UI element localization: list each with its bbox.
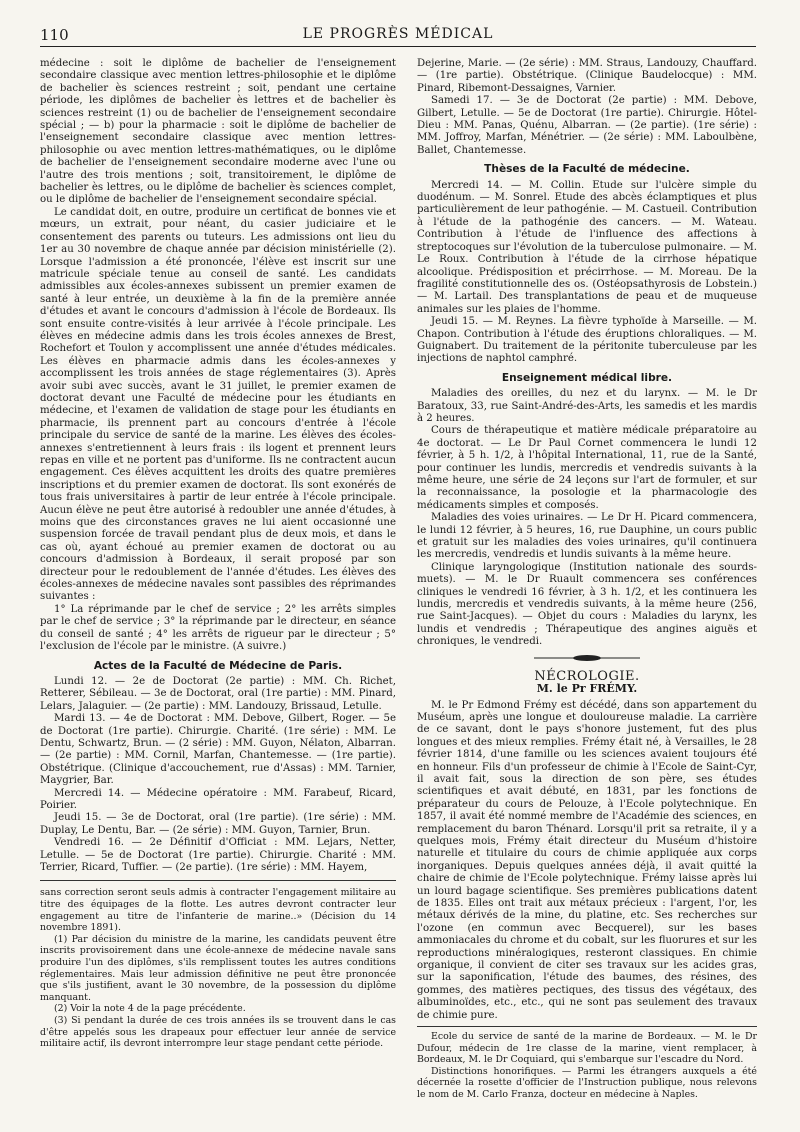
footnotes <box>40 887 396 1049</box>
notices <box>417 1026 757 1101</box>
actes-entry: Jeudi 15. — 3e de Doctorat, oral (1re partie). (1re série) : MM. Duplay, Le Dentu, Bar. — (2e série) : MM. Guyon, Tarnier, Brun. <box>40 812 396 836</box>
necrologie-text: M. le Pr Edmond Frémy est décédé, dans son appartement du Muséum, après une longue et douloureuse maladie. La carrière de ce savant, dont le pays s'honore justement, fut des plus longues et des mieux remplies. Frémy était né, à Versailles, le 28 février 1814, d'une famille ou les sciences avaient toujours été en honneur. Fils d'un professeur de chimie à l'Ecole de Saint-Cyr, il avait fait, sous la direction de son père, ses études scientifiques et avait débuté, en 1831, par les fonctions de préparateur du cours de Pelouze, à l'Ecole polytechnique. En 1857, il avait été nommé membre de l'Académie des sciences, en remplacement du baron Thénard. Lorsqu'il prit sa retraite, il y a quelques mois, Frémy était directeur du Muséum d'histoire naturelle et titulaire du cours de chimie appliquée aux corps inorganiques. Depuis quelques années déjà, il avait quitté la chaire de chimie de l'Ecole polytechnique. Frémy laisse après lui un lourd bagage scientifique. Ses premières publications datent de 1835. Elles ont trait aux métaux précieux : l'argent, l'or, les métaux dérivés de la mine, du platine, etc. Ses recherches sur l'ozone (en commun avec Becquerel), sur les bases ammoniacales du chrome et du cobalt, sur les fluorures et sur les reproductions minéralogiques, resteront classiques. En chimie organique, il convient de citer ses travaux sur les acides gras, sur la saponification, l'étude des baumes, des résines, des gommes, des matières pectiques, des tissus des végétaux, des albuminoïdes, etc., etc., qui ne sont pas seulement des travaux de chimie pure. <box>417 699 757 1021</box>
footnote: sans correction seront seuls admis à contracter l'engagement militaire au titre des équipages de la flotte. Les autres devront contracter leur engagement au titre de l'infanterie de marine..» (Décision du 14 novembre 1891). <box>40 887 396 934</box>
paragraph: Le candidat doit, en outre, produire un certificat de bonnes vie et mœurs, un extrait, pour néant, du casier judiciaire et le consentement des parents ou tuteurs. Les admissions ont lieu du 1er au 30 novembre de chaque année par décision ministérielle (2). Lorsque l'admission a été prononcée, l'élève est inscrit sur une matricule spéciale tenue au conseil de santé. Les candidats admissibles aux écoles-annexes subissent un premier examen de santé à leur entrée, un deuxième à la fin de la première année d'études et avant le concours d'admission à l'école de Bordeaux. Ils sont ensuite contre-visités à leur arrivée à l'école principale. Les élèves en médecine admis dans les trois écoles annexes de Brest, Rochefort et Toulon y accomplissent une année d'études médicales. Les élèves en pharmacie admis dans les écoles-annexes y accomplissent les trois années de stage réglementaires (3). Après avoir subi avec succès, avant le 31 juillet, le premier examen de doctorat devant une Faculté de médecine pour les étudiants en médecine, et l'examen de validation de stage pour les étudiants en pharmacie, ils prennent part au concours d'entrée à l'école principale du service de santé de la marine. Les élèves des écoles-annexes s'entretiennent à leurs frais : ils logent et prennent leurs repas en ville et ne portent pas d'uniforme. Ils ne contractent aucun engagement. Ces élèves acquittent les droits des quatre premières inscriptions et du premier examen de doctorat. Ils sont exonérés de tous frais universitaires à partir de leur entrée à l'école principale. Aucun élève ne peut être autorisé à redoubler une année d'études, à moins que des circonstances graves ne lui aient occasionné une suspension forcée de travail pendant plus de deux mois, et dans le cas où, ayant échoué au premier examen de doctorat ou au concours d'admission à Bordeaux, il serait proposé par son directeur pour le redoublement de l'année d'études. Les élèves des écoles-annexes de médecine navales sont passibles des réprimandes suivantes : <box>40 206 396 603</box>
right-column <box>417 58 757 1101</box>
running-title: LE PROGRÈS MÉDICAL <box>302 26 494 42</box>
ornament-rule-icon <box>532 653 642 663</box>
notice: Ecole du service de santé de la marine de Bordeaux. — M. le Dr Dufour, médecin de 1re classe de la marine, vient remplacer, à Bordeaux, M. le Dr Coquiard, qui s'embarque sur l'escadre du Nord. <box>417 1031 757 1066</box>
necrologie-title: NÉCROLOGIE. <box>534 668 640 684</box>
actes-entry: Mercredi 14. — Médecine opératoire : MM. Farabeuf, Ricard, Poirier. <box>40 787 396 811</box>
actes-entry: Samedi 17. — 3e de Doctorat (2e partie) : MM. Debove, Gilbert, Letulle. — 5e de Doctorat (1re partie). Chirurgie. Hôtel-Dieu : MM. Panas, Quénu, Albarran. — (2e partie). (1re série) : MM. Joffroy, Marfan, Ménétrier. — (2e série) : MM. Laboulbène, Ballet, Chantemesse. <box>417 95 757 156</box>
enseignement-entry: Cours de thérapeutique et matière médicale préparatoire au 4e doctorat. — Le Dr Paul Cornet commencera le lundi 12 février, à 5 h. 1/2, à l'hôpital International, 11, rue de la Santé, pour continuer les lundis, mercredis et vendredis suivants à la même heure, une série de 24 leçons sur l'art de formuler, et sur la reconnaissance, la posologie et la pharmacologie des médicaments simples et composés. <box>417 425 757 511</box>
section-title-enseignement: Enseignement médical libre. <box>501 371 673 384</box>
footnote-divider <box>40 880 396 881</box>
section-title-actes: Actes de la Faculté de Médecine de Paris. <box>93 659 343 672</box>
enseignement-entry: Maladies des voies urinaires. — Le Dr H. Picard commencera, le lundi 12 février, à 5 heures, 16, rue Dauphine, un cours public et gratuit sur les maladies des voies urinaires, qu'il continuera les mercredis, vendredis et lundis suivants à la même heure. <box>417 512 757 561</box>
paragraph: 1° La réprimande par le chef de service ; 2° les arrêts simples par le chef de service ; 3° la réprimande par le directeur, en séance du conseil de santé ; 4° les arrêts de rigueur par le directeur ; 5° l'exclusion de l'école par le ministre. (A suivre.) <box>40 603 396 653</box>
enseignement-entry: Clinique laryngologique (Institution nationale des sourds-muets). — M. le Dr Ruault commencera ses conférences cliniques le vendredi 16 février, à 3 h. 1/2, et les continuera les lundis, mercredis et vendredis suivants, à la même heure (256, rue Saint-Jacques). — Objet du cours : Maladies du larynx, les lundis et vendredis ; Thérapeutique des angines aiguës et chroniques, le vendredi. <box>417 561 757 648</box>
actes-entry: Vendredi 16. — 2e Définitif d'Officiat : MM. Lejars, Netter, Letulle. — 5e de Doctorat (1re partie). Chirurgie. Charité : MM. Terrier, Ricard, Tuffier. — (2e partie). (1re série) : MM. Hayem, <box>40 837 396 873</box>
these-entry: Jeudi 15. — M. Reynes. La fièvre typhoïde à Marseille. — M. Chapon. Contribution à l'étude des éruptions chloraliques. — M. Guignabert. Du traitement de la péritonite tuberculeuse par les injections de naphtol camphré. <box>417 316 757 365</box>
actes-entry: Dejerine, Marie. — (2e série) : MM. Straus, Landouzy, Chauffard. — (1re partie). Obstétrique. (Clinique Baudelocque) : MM. Pinard, Ribemont-Dessaignes, Varnier. <box>417 58 757 94</box>
notice: Distinctions honorifiques. — Parmi les étrangers auxquels a été décernée la rosette d'officier de l'Instruction publique, nous relevons le nom de M. Carlo Franza, docteur en médecine à Naples. <box>417 1065 757 1101</box>
footnote: (3) Si pendant la durée de ces trois années ils se trouvent dans le cas d'être appelés sous les drapeaux pour effectuer leur année de service militaire actif, ils devront interrompre leur stage pendant cette période. <box>40 1014 396 1050</box>
footnote: (2) Voir la note 4 de la page précédente. <box>54 1003 246 1015</box>
ornament-divider <box>417 653 757 665</box>
section-title-theses: Thèses de la Faculté de médecine. <box>484 163 690 176</box>
page-number: 110 <box>40 26 69 44</box>
actes-entry: Lundi 12. — 2e de Doctorat (2e partie) : MM. Ch. Richet, Retterer, Sébileau. — 3e de Doctorat, oral (1re partie) : MM. Pinard, Lelars, Jalaguier. — (2e partie) : MM. Landouzy, Brissaud, Letulle. <box>40 675 396 712</box>
actes-entry: Mardi 13. — 4e de Doctorat : MM. Debove, Gilbert, Roger. — 5e de Doctorat (1re partie). Chirurgie. Charité. (1re série) : MM. Le Dentu, Schwartz, Brun. — (2 série) : MM. Guyon, Nélaton, Albarran. — (2e partie) : MM. Cornil, Marfan, Chantemesse. — (1re partie). Obstétrique. (Clinique d'accouchement, rue d'Assas) : MM. Tarnier, Maygrier, Bar. <box>40 713 396 787</box>
these-entry: Mercredi 14. — M. Collin. Etude sur l'ulcère simple du duodénum. — M. Sonrel. Etude des abcès éclamptiques et plus particulièrement de leur pathogénie. — M. Castueil. Contribution à l'étude de la pathogénie des cancers. — M. Wateau. Contribution à l'étude de l'influence des affections à streptocoques sur l'évolution de la tuberculose pulmonaire. — M. Le Roux. Contribution à l'étude de la cirrhose hépatique alcoolique. Prédisposition et précirrhose. — M. Moreau. De la fragilité constitutionnelle des os. (Ostéopsathyrosis de Lobstein.) — M. Lartail. Des transplantations de peau et de muqueuse animales sur les plaies de l'homme. <box>417 179 757 315</box>
footnote: (1) Par décision du ministre de la marine, les candidats peuvent être inscrits provisoirement dans une école-annexe de médecine navale sans produire l'un des diplômes, s'ils remplissent toutes les autres conditions réglementaires. Mais leur admission définitive ne peut être prononcée que s'ils justifient, avant le 30 novembre, de la possession du diplôme manquant. <box>40 933 396 1003</box>
necrologie-subtitle: M. le Pr FRÉMY. <box>536 682 638 696</box>
paragraph: médecine : soit le diplôme de bachelier de l'enseignement secondaire classique avec mention lettres-philosophie et le diplôme de bachelier ès sciences restreint ; soit, pendant une certaine période, les diplômes de bachelier ès lettres et de bachelier ès sciences restreint (1) ou de bachelier de l'enseignement secondaire spécial ; — b) pour la pharmacie : soit le diplôme de bachelier de l'enseignement secondaire classique avec mention lettres-philosophie ou avec mention lettres-mathématiques, ou le diplôme de bachelier de l'enseignement secondaire moderne avec l'une ou l'autre des trois mentions ; soit, transitoirement, le diplôme de bachelier ès lettres, ou le diplôme de bachelier ès sciences complet, ou le diplôme de bachelier de l'enseignement secondaire spécial. <box>40 58 396 206</box>
page-header <box>40 24 756 47</box>
enseignement-entry: Maladies des oreilles, du nez et du larynx. — M. le Dr Baratoux, 33, rue Saint-André-des-Arts, les samedis et les mardis à 2 heures. <box>417 388 757 424</box>
left-column <box>40 58 396 1050</box>
